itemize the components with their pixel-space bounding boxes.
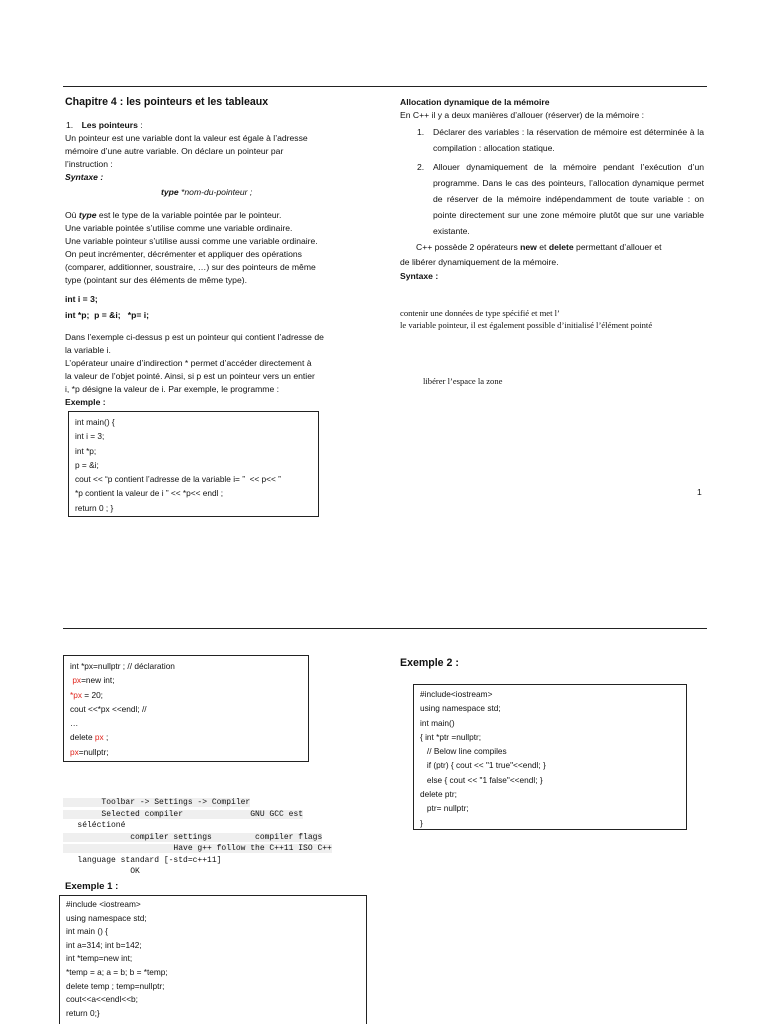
example-code-box (68, 411, 319, 517)
page2-top-rule (63, 628, 707, 629)
mono-text: language standard [-std=c++11] (63, 855, 222, 865)
list-item (400, 124, 704, 156)
mono-line (63, 832, 332, 844)
code-line: *temp = a; a = b; b = *temp; (66, 966, 168, 977)
code-line: return 0;} (66, 1007, 100, 1018)
code-line: int i = 3; (75, 431, 105, 442)
text-span: permettant d’allouer et (573, 242, 662, 252)
page-number: 1 (697, 487, 702, 497)
mono-line (63, 809, 332, 821)
code-line: int *temp=new int; (66, 953, 133, 964)
code-line: delete temp ; temp=nullptr; (66, 980, 165, 991)
syntax-type: type (161, 187, 179, 197)
mono-text: compiler settings compiler flags (63, 832, 323, 842)
text-line (65, 209, 370, 222)
code-line: cout<<a<<endl<<b; (66, 994, 138, 1005)
mono-text: Selected compiler GNU GCC est (63, 809, 304, 819)
mono-text: OK (63, 867, 140, 876)
code-text: =nullptr; (78, 746, 109, 757)
example2-label: Exemple 2 : (400, 657, 459, 669)
code-line (70, 673, 302, 687)
code-line (70, 716, 302, 730)
item-number: 1. (417, 127, 425, 137)
section-colon: : (137, 120, 143, 130)
text-line: type (pointant sur des éléments de même type). (65, 275, 247, 285)
code-line: #include <iostream> (66, 899, 141, 909)
code-text: ; (103, 732, 109, 743)
syntax-line (161, 186, 370, 199)
page1-top-rule (63, 86, 707, 87)
text-line: la valeur de l’objet pointé. Ainsi, si p est un pointeur vers un entier (65, 371, 315, 381)
mono-text: Have g++ follow the C++11 ISO C++ (63, 844, 332, 853)
highlighted-code: px (94, 732, 104, 743)
delete-keyword: delete (548, 242, 574, 252)
mono-line (63, 797, 332, 809)
code-line: int *p; (75, 445, 97, 456)
code-line: using namespace std; (66, 912, 147, 923)
code-line: return 0 ; } (75, 502, 114, 513)
text-span: et (536, 242, 549, 252)
serif-line-1: contenir une données de type spécifié et met l’ (400, 308, 560, 318)
section-number: 1. (66, 120, 74, 130)
serif-line-3: libérer l’espace la zone (423, 376, 503, 386)
code-line: cout << “p contient l’adresse de la variable i= ” << p<< ” (75, 474, 281, 485)
text-line: Une variable pointée s’utilise comme une variable ordinaire. (65, 223, 293, 233)
allocation-title: Allocation dynamique de la mémoire (400, 97, 550, 107)
type-keyword: type (78, 210, 97, 220)
section-heading (65, 119, 370, 132)
highlighted-code: px (70, 746, 79, 757)
text-line: On peut incrémenter, décrémenter et appliquer des opérations (65, 249, 302, 259)
mono-line (63, 866, 332, 878)
text-line: i, *p désigne la valeur de i. Par exemple, le programme : (65, 384, 279, 394)
text-line: la variable i. (65, 345, 111, 355)
page1-right-column (400, 96, 704, 283)
text-line: L’opérateur unaire d’indirection * permet d’accéder directement à (65, 358, 312, 368)
page1-left-column (65, 96, 370, 409)
text-line: Une variable pointeur s’utilise aussi comme une variable ordinaire. (65, 236, 318, 246)
new-keyword: new (520, 242, 537, 252)
item-text: Allouer dynamiquement de la mémoire pendant l’exécution d’un programme. Dans le cas des pointeurs, l’allocation dynamique permet de réserver de la mémoire indépendamment de toute variable : on pointe directement sur une zone mémoire plutôt que sur une variable existante. (433, 162, 704, 236)
code-text: cout <<*px <<endl; // (70, 703, 147, 714)
code-line (70, 688, 302, 702)
code-line: int a=314; int b=142; (66, 939, 142, 950)
code-line-1: int i = 3; (65, 294, 98, 304)
list-item (400, 159, 704, 239)
code-text: delete (70, 732, 95, 743)
code-line: ptr= nullptr; (420, 803, 469, 814)
code-line: else { cout << "1 false"<<endl; } (420, 774, 543, 785)
code-line: int main() (420, 717, 455, 728)
example1-label: Exemple 1 : (65, 881, 119, 892)
code-text: = 20; (82, 689, 103, 700)
right-syntax-label: Syntaxe : (400, 271, 439, 281)
item-number: 2. (417, 162, 425, 172)
code-line (70, 730, 302, 744)
section-title: Les pointeurs (81, 120, 138, 130)
allocation-list (400, 124, 704, 239)
syntax-rest: *nom-du-pointeur ; (178, 187, 253, 197)
code-line: } (420, 817, 423, 828)
code-line (70, 659, 302, 673)
highlighted-code: *px (70, 689, 82, 700)
example1-code-box (59, 895, 367, 1024)
code-line: int main() { (75, 417, 115, 427)
text-span: Où (65, 210, 79, 220)
type-explanation (65, 209, 370, 287)
code-line-2: int *p; p = &i; *p= i; (65, 310, 150, 320)
syntax-label: Syntaxe : (65, 172, 104, 182)
code-text: =new int; (81, 675, 115, 686)
mono-line (63, 855, 332, 867)
operators-line-2: de libérer dynamiquement de la mémoire. (400, 257, 559, 267)
text-line: Un pointeur est une variable dont la valeur est égale à l’adresse (65, 133, 308, 143)
item-text: Déclarer des variables : la réservation de mémoire est déterminée à la compilation : allocation statique. (433, 127, 704, 153)
highlighted-code: px (72, 675, 82, 686)
allocation-code-box (63, 655, 309, 762)
serif-line-2: le variable pointeur, il est également possible d’initialisé l’élément pointé (400, 320, 653, 330)
code-line: int main () { (66, 926, 108, 937)
code-line (70, 745, 302, 759)
code-line: // Below line compiles (420, 746, 507, 757)
chapter-title: Chapitre 4 : les pointeurs et les tableaux (65, 96, 269, 108)
compiler-instructions (63, 797, 332, 878)
text-line: l’instruction : (65, 159, 113, 169)
pointer-definition (65, 132, 370, 171)
text-line: Dans l’exemple ci-dessus p est un pointeur qui contient l’adresse de (65, 332, 324, 342)
mono-text: séléctioné (63, 821, 126, 830)
code-line: *p contient la valeur de i ” << *p<< endl ; (75, 488, 224, 499)
example2-code-box (413, 684, 687, 830)
code-text: int *px=nullptr ; // déclaration (70, 661, 175, 671)
code-line: { int *ptr =nullptr; (420, 731, 482, 742)
indirection-explanation (65, 331, 370, 396)
code-line: #include<iostream> (420, 689, 493, 699)
text-span: C++ possède 2 opérateurs (416, 242, 521, 252)
mono-text: Toolbar -> Settings -> Compiler (63, 798, 251, 807)
code-line: using namespace std; (420, 703, 501, 714)
code-line: delete ptr; (420, 789, 457, 800)
text-line: (comparer, additionner, soustraire, …) sur des pointeurs de même (65, 262, 316, 272)
code-line: if (ptr) { cout << "1 true"<<endl; } (420, 760, 546, 771)
code-line: p = &i; (75, 459, 99, 470)
text-line: mémoire d’une autre variable. On déclare un pointeur par (65, 146, 284, 156)
code-line (70, 702, 302, 716)
code-text: … (70, 718, 79, 729)
mono-line (63, 820, 332, 832)
text-span: est le type de la variable pointée par le pointeur. (96, 210, 282, 220)
mono-line (63, 843, 332, 855)
allocation-intro: En C++ il y a deux manières d’allouer (réserver) de la mémoire : (400, 110, 645, 120)
operators-line (416, 239, 704, 255)
example-label: Exemple : (65, 397, 106, 407)
